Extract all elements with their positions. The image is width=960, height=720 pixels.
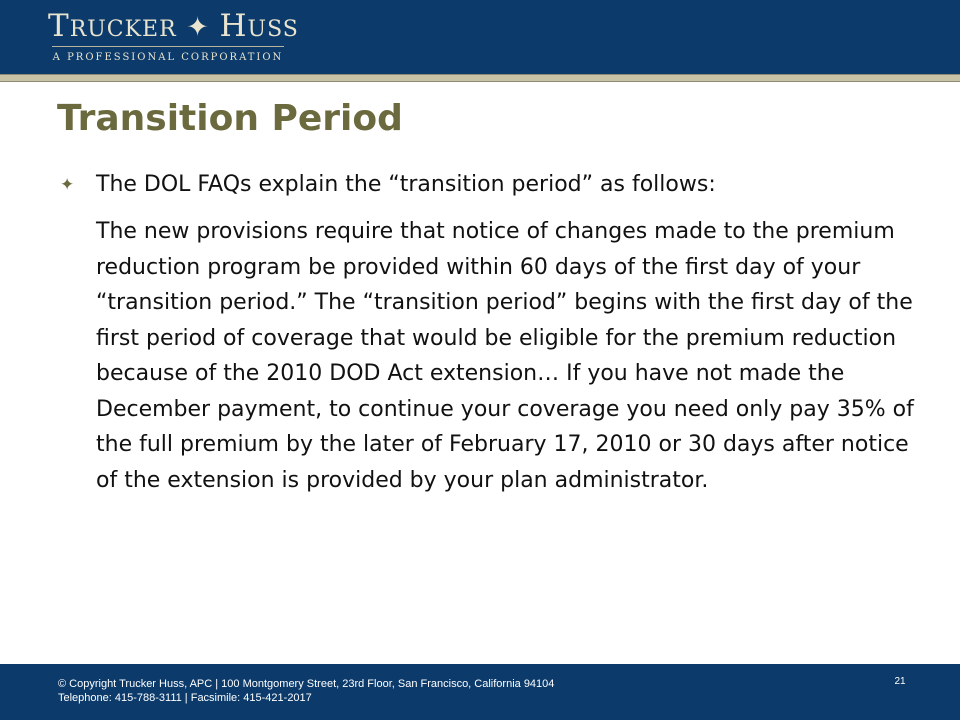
footer-bar	[0, 664, 960, 720]
bullet-text: The DOL FAQs explain the “transition period” as follows:	[96, 172, 716, 197]
page-number: 21	[894, 676, 906, 687]
header-divider	[0, 74, 960, 82]
bullet-item	[60, 172, 920, 202]
footer-contact: Telephone: 415-788-3111 | Facsimile: 415-421-2017	[58, 692, 312, 704]
logo-wordmark: TRUCKER ✦ HUSS	[48, 8, 299, 44]
firm-logo	[48, 4, 299, 66]
logo-subtitle: A PROFESSIONAL CORPORATION	[52, 52, 284, 63]
logo-divider	[52, 46, 284, 47]
four-point-star-icon: ✦	[60, 175, 75, 195]
header-bar	[0, 0, 960, 74]
slide-title: Transition Period	[57, 98, 403, 139]
quoted-paragraph: The new provisions require that notice of changes made to the premium reduction program be provided within 60 days of the first day of your “transition period.” The “transition period” begins with the first day of the first period of coverage that would be eligible for the premium reduction because of the 2010 DOD Act extension… If you have not made the December payment, to continue your coverage you need only pay 35% of the full premium by the later of February 17, 2010 or 30 days after notice of the extension is provided by your plan administrator.	[96, 219, 914, 493]
footer-copyright: © Copyright Trucker Huss, APC | 100 Montgomery Street, 23rd Floor, San Francisco, California 94104	[58, 678, 555, 690]
